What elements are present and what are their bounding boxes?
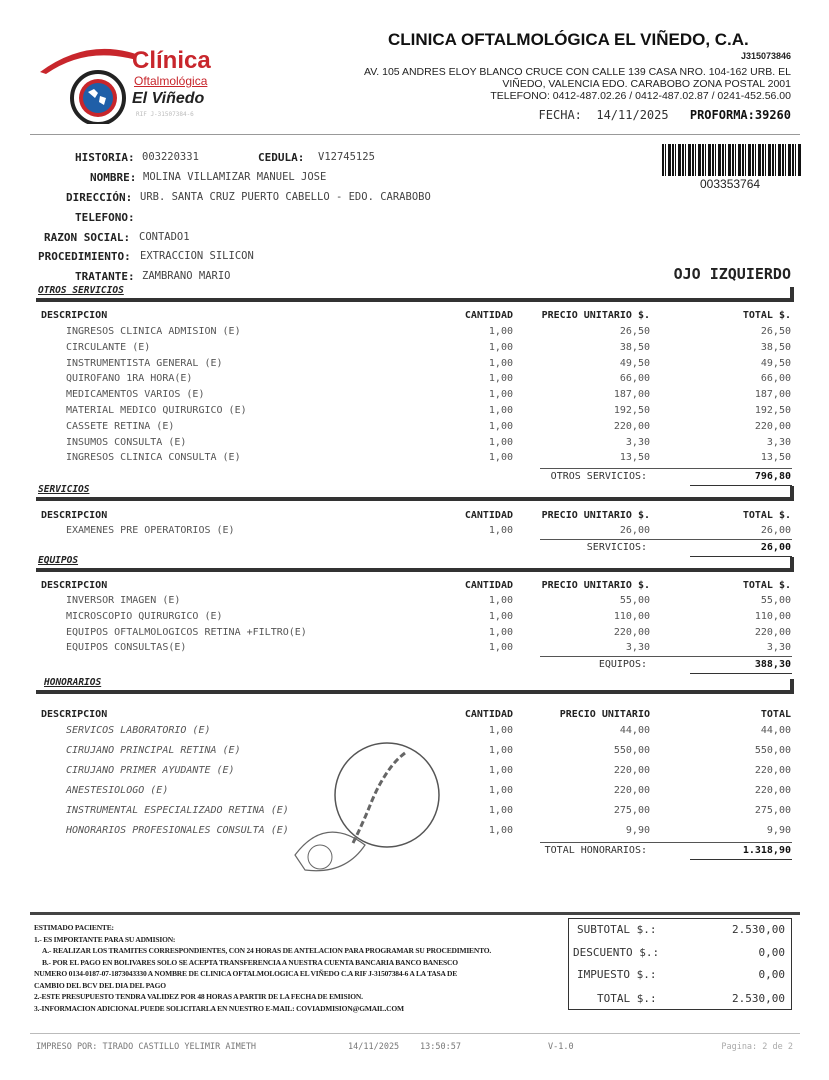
unit-price-cell: 220,00 xyxy=(613,785,650,796)
razon-value: CONTADO1 xyxy=(139,231,190,243)
tax-value: 0,00 xyxy=(758,968,785,981)
logo-line3: El Viñedo xyxy=(132,90,205,107)
table-row xyxy=(0,389,829,403)
col-cantidad: CANTIDAD xyxy=(464,510,513,521)
subtotal-label: TOTAL HONORARIOS: xyxy=(544,845,647,856)
table-row xyxy=(0,525,829,539)
col-descripcion: DESCRIPCION xyxy=(41,310,108,321)
section-title: EQUIPOS xyxy=(38,555,79,566)
col-total: TOTAL xyxy=(760,709,791,720)
page-number: Pagina: 2 de 2 xyxy=(721,1042,793,1052)
col-total: TOTAL $. xyxy=(742,580,791,591)
total-cell: 275,00 xyxy=(754,805,791,816)
unit-price-cell: 26,00 xyxy=(619,525,650,536)
subtotal-label: OTROS SERVICIOS: xyxy=(550,471,647,482)
eye-logo-icon xyxy=(36,40,146,124)
col-precio: PRECIO UNITARIO $. xyxy=(541,510,650,521)
quantity-cell: 1,00 xyxy=(488,805,513,816)
logo-rif: RIF J-31507384-6 xyxy=(136,111,194,118)
section-subtotal xyxy=(0,542,829,556)
description-cell: INSTRUMENTISTA GENERAL (E) xyxy=(66,357,223,369)
unit-price-cell: 49,50 xyxy=(619,357,650,369)
section-rule xyxy=(790,679,794,694)
unit-price-cell: 38,50 xyxy=(619,341,650,353)
table-header xyxy=(0,510,829,524)
total-cell: 110,00 xyxy=(754,610,791,622)
description-cell: EQUIPOS CONSULTAS(E) xyxy=(66,642,187,654)
subtotal-underline xyxy=(690,673,792,674)
unit-price-cell: 220,00 xyxy=(613,420,650,432)
table-row xyxy=(0,342,829,356)
unit-price-cell: 110,00 xyxy=(613,610,650,622)
quantity-cell: 1,00 xyxy=(488,745,513,756)
unit-price-cell: 187,00 xyxy=(613,389,650,401)
total-cell: 13,50 xyxy=(760,452,791,464)
total-cell: 3,30 xyxy=(766,642,791,654)
tratante-value: ZAMBRANO MARIO xyxy=(142,270,231,282)
quantity-cell: 1,00 xyxy=(488,825,513,836)
description-cell: HONORARIOS PROFESIONALES CONSULTA (E) xyxy=(66,825,289,836)
total-value: 2.530,00 xyxy=(732,992,785,1005)
description-cell: MICROSCOPIO QUIRURGICO (E) xyxy=(66,610,223,622)
procedimiento-label: PROCEDIMIENTO: xyxy=(38,250,131,263)
subtotal-underline xyxy=(690,556,792,557)
total-cell: 38,50 xyxy=(760,341,791,353)
table-row xyxy=(0,421,829,435)
company-rif: J315073846 xyxy=(740,51,791,61)
subtotal-value: 2.530,00 xyxy=(732,923,785,936)
print-date: 14/11/2025 xyxy=(348,1042,400,1052)
table-row xyxy=(0,326,829,340)
unit-price-cell: 220,00 xyxy=(613,626,650,638)
subtotal-value: 26,00 xyxy=(760,542,791,553)
description-cell: EXAMENES PRE OPERATORIOS (E) xyxy=(66,525,235,536)
printed-by: IMPRESO POR: TIRADO CASTILLO YELIMIR AIMETH xyxy=(36,1042,257,1052)
logo-line2: Oftalmológica xyxy=(134,74,208,88)
description-cell: QUIROFANO 1RA HORA(E) xyxy=(66,373,193,385)
description-cell: SERVICOS LABORATORIO (E) xyxy=(66,725,211,736)
table-header xyxy=(0,310,829,324)
table-row xyxy=(0,595,829,609)
direccion-label: DIRECCIÓN: xyxy=(66,191,133,204)
description-cell: INGRESOS CLINICA ADMISION (E) xyxy=(66,326,241,337)
quantity-cell: 1,00 xyxy=(488,389,513,401)
table-row xyxy=(0,627,829,641)
description-cell: INSUMOS CONSULTA (E) xyxy=(66,436,187,448)
print-time: 13:50:57 xyxy=(420,1042,461,1052)
unit-price-cell: 275,00 xyxy=(613,805,650,816)
description-cell: INSTRUMENTAL ESPECIALIZADO RETINA (E) xyxy=(66,805,289,816)
description-cell: CIRCULANTE (E) xyxy=(66,341,151,353)
total-cell: 220,00 xyxy=(754,626,791,638)
unit-price-cell: 55,00 xyxy=(619,595,650,606)
section-rule xyxy=(36,298,793,302)
proforma-number: 39260 xyxy=(754,108,791,122)
note-line: 1.- ES IMPORTANTE PARA SU ADMISION: xyxy=(34,934,176,944)
section-rule xyxy=(790,557,794,572)
quantity-cell: 1,00 xyxy=(488,357,513,369)
col-descripcion: DESCRIPCION xyxy=(41,709,108,720)
discount-value: 0,00 xyxy=(758,946,785,959)
divider xyxy=(30,1033,800,1034)
total-cell: 220,00 xyxy=(754,765,791,776)
quantity-cell: 1,00 xyxy=(488,373,513,385)
table-row xyxy=(0,642,829,656)
date-proforma xyxy=(539,108,791,122)
direccion-value: URB. SANTA CRUZ PUERTO CABELLO - EDO. CARABOBO xyxy=(140,191,431,203)
description-cell: INVERSOR IMAGEN (E) xyxy=(66,595,181,606)
quantity-cell: 1,00 xyxy=(488,785,513,796)
section-title: OTROS SERVICIOS xyxy=(38,285,124,296)
section-rule xyxy=(790,287,794,302)
note-line: 3.-INFORMACION ADICIONAL PUEDE SOLICITARLA EN NUESTRO E-MAIL: COVIADMISION@GMAIL.COM xyxy=(34,1003,404,1013)
table-row xyxy=(0,452,829,466)
section-rule xyxy=(36,690,793,694)
col-cantidad: CANTIDAD xyxy=(464,709,513,720)
col-total: TOTAL $. xyxy=(742,510,791,521)
subtotal-rule xyxy=(540,468,792,469)
total-cell: 187,00 xyxy=(754,389,791,401)
subtotal-underline xyxy=(690,485,792,486)
col-precio: PRECIO UNITARIO $. xyxy=(541,580,650,591)
proforma-label: PROFORMA: xyxy=(689,108,755,122)
eye-side: OJO IZQUIERDO xyxy=(673,265,791,283)
divider xyxy=(30,134,800,135)
cedula-value: V12745125 xyxy=(318,151,375,163)
nombre-value: MOLINA VILLAMIZAR MANUEL JOSE xyxy=(143,171,327,183)
description-cell: MATERIAL MEDICO QUIRURGICO (E) xyxy=(66,405,247,416)
total-cell: 550,00 xyxy=(754,745,791,756)
telefono-label: TELEFONO: xyxy=(75,211,135,224)
note-line: NUMERO 0134-0187-07-1873043330 A NOMBRE DE CLINICA OFTALMOLOGICA EL VIÑEDO C.A RIF J-31507384-6 A LA TASA DE xyxy=(34,969,458,978)
section-title: HONORARIOS xyxy=(44,677,102,688)
note-line: 2.-ESTE PRESUPUESTO TENDRA VALIDEZ POR 48 HORAS A PARTIR DE LA FECHA DE EMISION. xyxy=(34,992,363,1001)
total-label: TOTAL $.: xyxy=(597,992,657,1005)
company-name: CLINICA OFTALMOLÓGICA EL VIÑEDO, C.A. xyxy=(388,30,749,49)
note-line: CAMBIO DEL BCV DEL DIA DEL PAGO xyxy=(34,980,166,990)
tax-label: IMPUESTO $.: xyxy=(577,968,657,981)
tratante-label: TRATANTE: xyxy=(75,270,135,283)
description-cell: ANESTESIOLOGO (E) xyxy=(66,785,169,796)
nombre-label: NOMBRE: xyxy=(90,171,137,184)
table-row xyxy=(0,358,829,372)
description-cell: MEDICAMENTOS VARIOS (E) xyxy=(66,389,205,401)
col-descripcion: DESCRIPCION xyxy=(41,580,108,591)
subtotal-rule xyxy=(540,842,792,843)
logo-line1: Clínica xyxy=(132,47,211,74)
phone-line: TELEFONO: 0412-487.02.26 / 0412-487.02.87 / 0241-452.56.00 xyxy=(490,90,791,102)
section-rule xyxy=(790,486,794,501)
subtotal-rule xyxy=(540,539,792,540)
total-cell: 49,50 xyxy=(760,357,791,369)
totals-box xyxy=(568,918,792,1010)
quantity-cell: 1,00 xyxy=(488,595,513,606)
total-cell: 3,30 xyxy=(766,436,791,448)
section-title: SERVICIOS xyxy=(38,484,90,495)
cedula-label: CEDULA: xyxy=(258,151,305,164)
table-header xyxy=(0,580,829,594)
quantity-cell: 1,00 xyxy=(488,610,513,622)
subtotal-underline xyxy=(690,859,792,860)
company-address xyxy=(361,66,791,102)
section-subtotal xyxy=(0,659,829,673)
clinic-logo xyxy=(36,40,236,124)
fecha-value: 14/11/2025 xyxy=(596,108,669,122)
divider xyxy=(30,912,800,915)
total-cell: 44,00 xyxy=(760,725,791,736)
quantity-cell: 1,00 xyxy=(488,452,513,464)
quantity-cell: 1,00 xyxy=(488,436,513,448)
quantity-cell: 1,00 xyxy=(488,525,513,536)
subtotal-value: 388,30 xyxy=(754,659,791,670)
subtotal-value: 1.318,90 xyxy=(742,845,791,856)
section-rule xyxy=(36,568,793,572)
quantity-cell: 1,00 xyxy=(488,642,513,654)
subtotal-label: SERVICIOS: xyxy=(586,542,647,553)
col-precio: PRECIO UNITARIO xyxy=(559,709,650,720)
quantity-cell: 1,00 xyxy=(488,725,513,736)
unit-price-cell: 550,00 xyxy=(613,745,650,756)
note-line: B.- POR EL PAGO EN BOLIVARES SOLO SE ACEPTA TRANSFERENCIA A NUESTRA CUENTA BANCARIA BANCO BANESCO xyxy=(42,957,458,967)
description-cell: EQUIPOS OFTALMOLOGICOS RETINA +FILTRO(E) xyxy=(66,626,307,638)
unit-price-cell: 220,00 xyxy=(613,765,650,776)
total-cell: 66,00 xyxy=(760,373,791,385)
note-line: A.- REALIZAR LOS TRAMITES CORRESPONDIENTES, CON 24 HORAS DE ANTELACION PARA PROGRAMAR SU PROCEDIMIENTO. xyxy=(42,946,492,955)
section-subtotal xyxy=(0,471,829,485)
procedimiento-value: EXTRACCION SILICON xyxy=(140,250,254,262)
table-row xyxy=(0,437,829,451)
patient-notes xyxy=(34,922,562,1014)
description-cell: CIRUJANO PRINCIPAL RETINA (E) xyxy=(66,745,241,756)
address-line: AV. 105 ANDRES ELOY BLANCO CRUCE CON CALLE 139 CASA NRO. 104-162 URB. EL xyxy=(364,66,791,78)
unit-price-cell: 66,00 xyxy=(619,373,650,385)
section-rule xyxy=(36,497,793,501)
description-cell: INGRESOS CLINICA CONSULTA (E) xyxy=(66,452,241,464)
clinic-stamp xyxy=(275,725,455,895)
description-cell: CIRUJANO PRIMER AYUDANTE (E) xyxy=(66,765,235,776)
historia-label: HISTORIA: xyxy=(75,151,135,164)
col-cantidad: CANTIDAD xyxy=(464,310,513,321)
total-cell: 220,00 xyxy=(754,420,791,432)
quantity-cell: 1,00 xyxy=(488,326,513,337)
unit-price-cell: 3,30 xyxy=(625,436,650,448)
unit-price-cell: 192,50 xyxy=(613,405,650,416)
total-cell: 26,50 xyxy=(760,326,791,337)
quantity-cell: 1,00 xyxy=(488,420,513,432)
description-cell: CASSETE RETINA (E) xyxy=(66,420,175,432)
quantity-cell: 1,00 xyxy=(488,765,513,776)
fecha-label: FECHA: xyxy=(538,108,582,122)
unit-price-cell: 26,50 xyxy=(619,326,650,337)
subtotal-label: EQUIPOS: xyxy=(598,659,647,670)
discount-label: DESCUENTO $.: xyxy=(573,946,660,959)
razon-label: RAZON SOCIAL: xyxy=(44,231,131,244)
total-cell: 55,00 xyxy=(760,595,791,606)
table-row xyxy=(0,373,829,387)
table-row xyxy=(0,405,829,419)
col-descripcion: DESCRIPCION xyxy=(41,510,108,521)
subtotal-rule xyxy=(540,656,792,657)
unit-price-cell: 44,00 xyxy=(619,725,650,736)
col-cantidad: CANTIDAD xyxy=(464,580,513,591)
subtotal-value: 796,80 xyxy=(754,471,791,482)
table-row xyxy=(0,611,829,625)
total-cell: 9,90 xyxy=(766,825,791,836)
unit-price-cell: 13,50 xyxy=(619,452,650,464)
address-line: VIÑEDO, VALENCIA EDO. CARABOBO ZONA POSTAL 2001 xyxy=(502,78,791,90)
total-cell: 26,00 xyxy=(760,525,791,536)
version: V-1.0 xyxy=(548,1042,574,1052)
unit-price-cell: 9,90 xyxy=(625,825,650,836)
barcode-number: 003353764 xyxy=(700,177,761,191)
barcode xyxy=(662,144,802,176)
unit-price-cell: 3,30 xyxy=(625,642,650,654)
quantity-cell: 1,00 xyxy=(488,405,513,416)
historia-value: 003220331 xyxy=(142,151,199,163)
total-cell: 192,50 xyxy=(754,405,791,416)
col-precio: PRECIO UNITARIO $. xyxy=(541,310,650,321)
subtotal-label: SUBTOTAL $.: xyxy=(577,923,657,936)
table-header xyxy=(0,709,829,723)
quantity-cell: 1,00 xyxy=(488,626,513,638)
quantity-cell: 1,00 xyxy=(488,341,513,353)
total-cell: 220,00 xyxy=(754,785,791,796)
note-line: ESTIMADO PACIENTE: xyxy=(34,923,114,932)
col-total: TOTAL $. xyxy=(742,310,791,321)
